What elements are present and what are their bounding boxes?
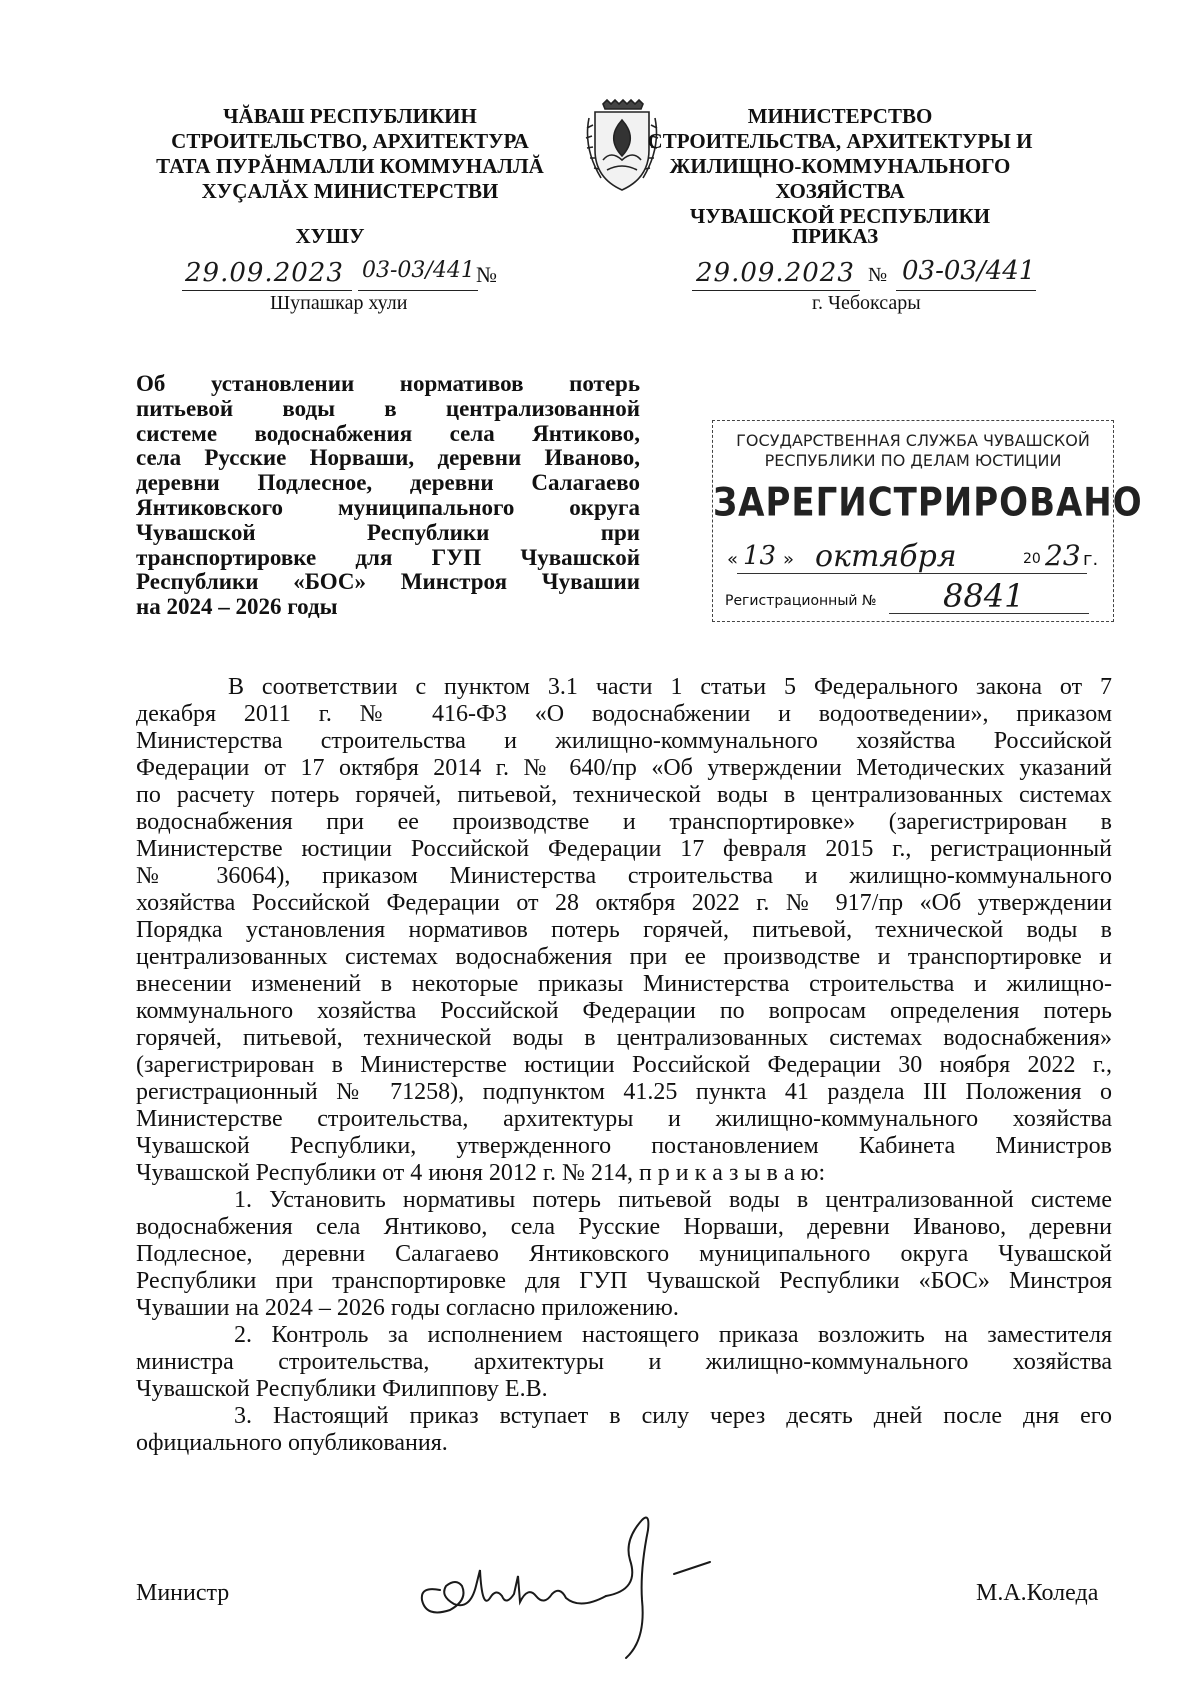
- body-line: В соответствии с пунктом 3.1 части 1 статьи 5 Федерального закона от 7: [228, 674, 1112, 700]
- header-left-line: ХУÇАЛĂХ МИНИСТЕРСТВИ: [201, 179, 499, 203]
- right-number-underline: [896, 290, 1036, 291]
- header-right-line: ЧУВАШСКОЙ РЕСПУБЛИКИ: [689, 204, 991, 228]
- body-line: централизованных системах водоснабжения при ее производстве и транспортировке и: [136, 944, 1112, 970]
- title-line: транспортировке для ГУП Чувашской: [136, 544, 640, 570]
- right-date: 29.09.2023: [696, 258, 855, 288]
- left-number-underline: [358, 290, 478, 291]
- body-line: Чувашской Республики, утвержденного постановлением Кабинета Министров: [136, 1133, 1112, 1159]
- title-line: деревни Подлесное, деревни Салагаево: [136, 470, 640, 496]
- stamp-day: 13: [743, 541, 777, 571]
- left-place: Шупашкар хули: [270, 292, 408, 314]
- stamp-reg-underline: [889, 613, 1089, 614]
- stamp-line2: РЕСПУБЛИКИ ПО ДЕЛАМ ЮСТИЦИИ: [764, 451, 1062, 470]
- item-1-line: 1. Установить нормативы потерь питьевой воды в централизованной системе: [234, 1187, 1112, 1213]
- stamp-reg-number: 8841: [943, 577, 1025, 615]
- header-left-block: [140, 104, 560, 204]
- body-line: Министерстве юстиции Российской Федерации 17 февраля 2015 г., регистрационный: [136, 836, 1112, 862]
- document-title: [136, 372, 640, 620]
- body-line: Порядка установления нормативов потерь горячей, питьевой, технической воды в: [136, 917, 1112, 943]
- body-line: Чувашской Республики от 4 июня 2012 г. № 214, п р и к а з ы в а ю:: [136, 1160, 826, 1186]
- item-1-line: Республики при транспортировке для ГУП Чувашской Республики «БОС» Минстроя: [136, 1268, 1112, 1294]
- stamp-year-suffix: 23: [1045, 539, 1081, 572]
- stamp-reg-row: [721, 577, 1105, 617]
- right-number-sign: №: [868, 264, 888, 286]
- item-1-line: Чувашии на 2024 – 2026 годы согласно приложению.: [136, 1295, 679, 1321]
- title-line: питьевой воды в централизованной: [136, 395, 640, 421]
- item-3-line: официального опубликования.: [136, 1430, 448, 1456]
- right-place: г. Чебоксары: [812, 292, 921, 314]
- title-line: Чувашской Республики при: [136, 519, 640, 545]
- item-2-line: 2. Контроль за исполнением настоящего приказа возложить на заместителя: [234, 1322, 1112, 1348]
- stamp-open-quote: «: [727, 549, 739, 570]
- stamp-year-prefix: 20: [1023, 551, 1041, 567]
- left-number: 03-03/441: [362, 258, 475, 283]
- body-line: (зарегистрирован в Министерстве юстиции Российской Федерации 30 ноября 2022 г.,: [136, 1052, 1112, 1078]
- header-right-block: [610, 104, 1070, 229]
- registration-stamp: [712, 420, 1143, 622]
- body-line: Министерства строительства и жилищно-коммунального хозяйства Российской: [136, 728, 1112, 754]
- body-line: горячей, питьевой, технической воды в централизованных системах водоснабжения»: [136, 1025, 1112, 1051]
- stamp-month: октября: [815, 539, 957, 574]
- signatory-name: М.А.Коледа: [976, 1580, 1099, 1606]
- body-line: водоснабжения при ее производстве и транспортировке» (зарегистрирован в: [136, 809, 1112, 835]
- body-line: Федерации от 17 октября 2014 г. № 640/пр «Об утверждении Методических указаний: [136, 755, 1112, 781]
- header-left-line: ТАТА ПУРĂНМАЛЛИ КОММУНАЛЛĂ: [156, 154, 544, 178]
- body-line: декабря 2011 г. № 416-ФЗ «О водоснабжении и водоотведении», приказом: [136, 701, 1112, 727]
- stamp-date-row: [721, 541, 1105, 581]
- title-line: Янтиковского муниципального округа: [136, 494, 640, 520]
- left-date-underline: [182, 290, 352, 291]
- body-line: хозяйства Российской Федерации от 28 октября 2022 г. № 917/пр «Об утверждении: [136, 890, 1112, 916]
- stamp-close-quote: »: [783, 549, 795, 570]
- title-line: на 2024 – 2026 годы: [136, 594, 338, 620]
- stamp-line1: ГОСУДАРСТВЕННАЯ СЛУЖБА ЧУВАШСКОЙ: [736, 431, 1090, 450]
- left-date: 29.09.2023: [185, 258, 344, 288]
- header-right-line: МИНИСТЕРСТВО: [747, 104, 933, 128]
- signatory-position: Министр: [136, 1580, 230, 1606]
- item-1-line: Подлесное, деревни Салагаево Янтиковского муниципального округа Чувашской: [136, 1241, 1112, 1267]
- header-left-line: СТРОИТЕЛЬСТВО, АРХИТЕКТУРА: [171, 129, 529, 153]
- stamp-status: ЗАРЕГИСТРИРОВАНО: [713, 480, 1143, 526]
- body-line: № 36064), приказом Министерства строительства и жилищно-коммунального: [136, 863, 1112, 889]
- title-line: Об установлении нормативов потерь: [136, 371, 640, 396]
- header-right-line: СТРОИТЕЛЬСТВА, АРХИТЕКТУРЫ И: [647, 129, 1033, 153]
- item-2-line: министра строительства, архитектуры и жилищно-коммунального хозяйства: [136, 1349, 1112, 1375]
- right-number: 03-03/441: [902, 256, 1036, 286]
- body-line: коммунального хозяйства Российской Федерации по вопросам определения потерь: [136, 998, 1112, 1024]
- doc-type-chuvash: ХУШУ: [295, 224, 365, 248]
- header-right-line: ЖИЛИЩНО-КОММУНАЛЬНОГО ХОЗЯЙСТВА: [669, 154, 1011, 203]
- body-line: регистрационный № 71258), подпунктом 41.25 пункта 41 раздела III Положения о: [136, 1079, 1112, 1105]
- header-left-line: ЧĂВАШ РЕСПУБЛИКИН: [223, 104, 477, 128]
- title-line: села Русские Норваши, деревни Иваново,: [136, 445, 640, 471]
- right-date-underline: [692, 290, 860, 291]
- body-paragraph: [136, 674, 1112, 1457]
- item-3-line: 3. Настоящий приказ вступает в силу через десять дней после дня его: [234, 1403, 1112, 1429]
- item-2-line: Чувашской Республики Филиппову Е.В.: [136, 1376, 548, 1402]
- stamp-year-mark: г.: [1083, 549, 1099, 570]
- title-line: Республики «БОС» Минстроя Чувашии: [136, 569, 640, 595]
- handwritten-signature: [410, 1490, 740, 1670]
- stamp-date-underline: [737, 573, 1087, 574]
- doc-type-russian: ПРИКАЗ: [791, 224, 879, 248]
- title-line: системе водоснабжения села Янтиково,: [136, 420, 640, 446]
- item-1-line: водоснабжения села Янтиково, села Русские Норваши, деревни Иваново, деревни: [136, 1214, 1112, 1240]
- stamp-reg-label: Регистрационный №: [725, 593, 877, 609]
- body-line: Министерстве строительства, архитектуры и жилищно-коммунального хозяйства: [136, 1106, 1112, 1132]
- body-line: внесении изменений в некоторые приказы Министерства строительства и жилищно-: [136, 971, 1112, 997]
- body-line: по расчету потерь горячей, питьевой, технической воды в централизованных системах: [136, 782, 1112, 808]
- left-number-sign: №: [476, 262, 497, 287]
